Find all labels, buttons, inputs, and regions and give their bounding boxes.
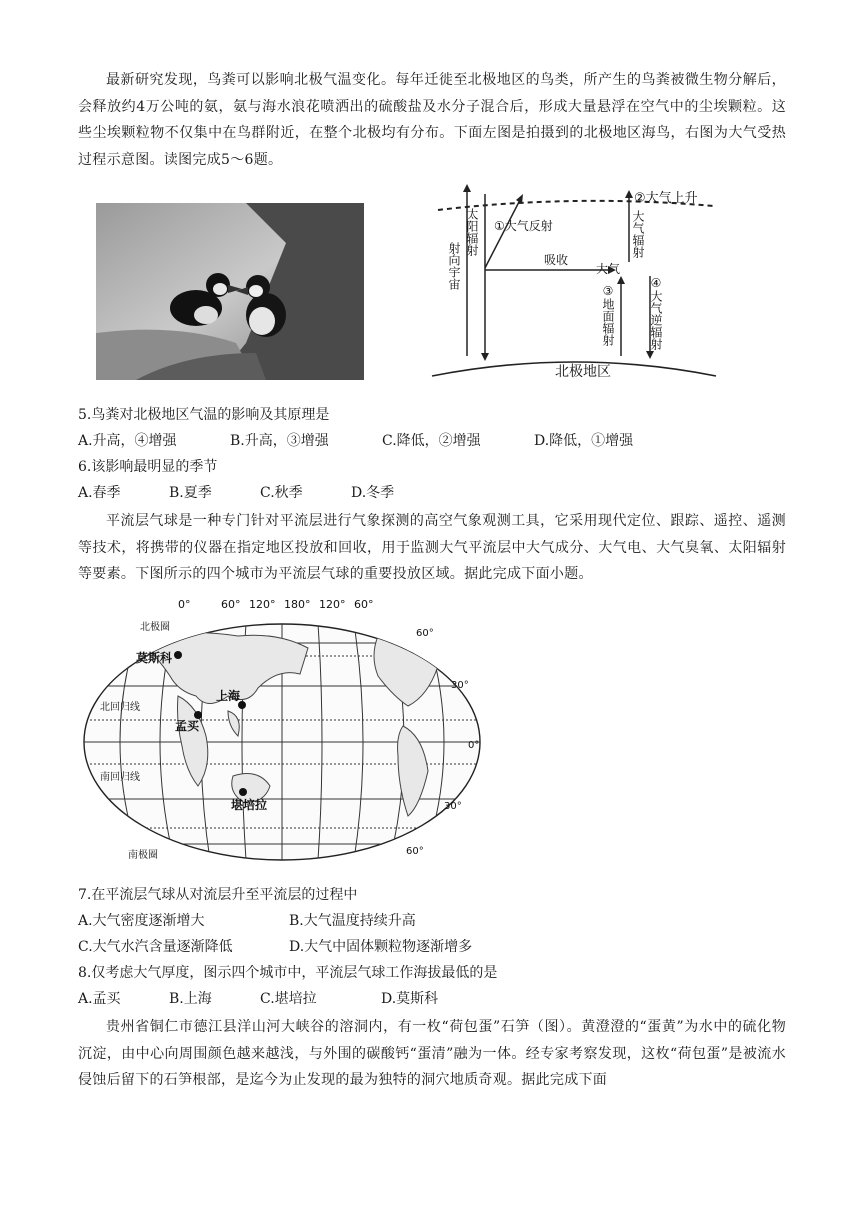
label-atm-rad: 大气辐射	[631, 210, 645, 258]
city-dot-moscow	[174, 651, 182, 659]
city-dot-canberra	[239, 788, 247, 796]
passage-bird-droppings: 最新研究发现，鸟粪可以影响北极气温变化。每年迁徙至北极地区的鸟类，所产生的鸟粪被微生物分解后，会释放约4万公吨的氨，氨与海水浪花喷洒出的硫酸盐及水分子混合后，形成大量悬浮在空气中的尘埃颗粒。这些尘埃颗粒物不仅集中在鸟群附近，在整个北极均有分布。下面左图是拍摄到的北极地区海鸟，右图为大气受热过程示意图。读图完成5～6题。	[78, 72, 786, 168]
label-reflect: ①大气反射	[494, 219, 553, 233]
q7-options-row1	[78, 911, 416, 931]
q5-option-a[interactable]: A.升高，④增强	[78, 433, 177, 449]
q7-option-b[interactable]: B.大气温度持续升高	[289, 913, 416, 929]
q6-option-d[interactable]: D.冬季	[351, 485, 395, 501]
q8-option-b[interactable]: B.上海	[169, 991, 212, 1007]
passage-stratospheric-balloon: 平流层气球是一种专门针对平流层进行气象探测的高空气象观测工具，它采用现代定位、跟踪、遥控、遥测等技术，将携带的仪器在指定地区投放和回收，用于监测大气平流层中大气成分、大气电、大气臭氧、太阳辐射等要素。下图所示的四个城市为平流层气球的重要投放区域。据此完成下面小题。	[78, 513, 786, 582]
q5-options	[78, 431, 633, 451]
lon-label-120w: 120°	[319, 598, 346, 611]
label-ground-rad: ③地面辐射	[601, 284, 615, 346]
label-rising: ②大气上升	[634, 191, 698, 206]
q7-option-a[interactable]: A.大气密度逐渐增大	[78, 913, 205, 929]
label-arctic-region: 北极地区	[555, 364, 611, 380]
lat-label-60n: 60°	[416, 628, 434, 639]
q8-stem: 8.仅考虑大气厚度，图示四个城市中，平流层气球工作海拔最低的是	[78, 965, 498, 981]
lat-label-60s: 60°	[406, 846, 424, 857]
q7-option-d[interactable]: D.大气中固体颗粒物逐渐增多	[289, 939, 473, 955]
label-solar: 太阳辐射	[465, 208, 479, 256]
label-antarctic-circle: 南极圈	[128, 850, 158, 861]
q6-option-c[interactable]: C.秋季	[260, 485, 303, 501]
q8-option-a[interactable]: A.孟买	[78, 991, 121, 1007]
label-tropic-cancer: 北回归线	[100, 702, 140, 713]
q7-options-row2	[78, 937, 472, 957]
lon-label-60e: 60°	[221, 598, 241, 611]
label-space: 射向宇宙	[447, 242, 461, 290]
world-map	[78, 596, 486, 868]
label-absorb: 吸收	[544, 253, 569, 267]
lat-label-30n: 30°	[451, 680, 469, 691]
q7-option-c[interactable]: C.大气水汽含量逐渐降低	[78, 939, 233, 955]
lat-label-30s: 30°	[444, 801, 462, 812]
label-arctic-circle: 北极圈	[140, 622, 170, 633]
label-tropic-capricorn: 南回归线	[100, 772, 140, 783]
lat-label-0: 0°	[468, 740, 480, 751]
passage-karst-stalagmite: 贵州省铜仁市德江县洋山河大峡谷的溶洞内，有一枚“荷包蛋”石笋（图）。黄澄澄的“蛋黄”为水中的硫化物沉淀，由中心向周围颜色越来越浅，与外围的碳酸钙“蛋清”融为一体。经专家考察发现，这枚“荷包蛋”是被流水侵蚀后留下的石笋根部，是迄今为止发现的最为独特的洞穴地质奇观。据此完成下面	[78, 1019, 786, 1088]
lon-label-0: 0°	[178, 598, 191, 611]
q8-option-c[interactable]: C.堪培拉	[260, 991, 317, 1007]
atmosphere-heating-diagram	[424, 180, 724, 380]
q5-option-b[interactable]: B.升高，③增强	[230, 433, 329, 449]
q5-option-d[interactable]: D.降低，①增强	[534, 433, 634, 449]
label-back-rad: ④大气逆辐射	[649, 276, 663, 350]
city-label-shanghai: 上海	[216, 689, 241, 703]
q5-option-c[interactable]: C.降低，②增强	[382, 433, 481, 449]
city-label-mumbai: 孟买	[175, 719, 200, 733]
lon-label-120e: 120°	[249, 598, 276, 611]
seabird-photo	[96, 203, 364, 380]
q6-option-a[interactable]: A.春季	[78, 485, 121, 501]
q6-options	[78, 483, 394, 503]
lon-label-180: 180°	[284, 598, 311, 611]
q8-option-d[interactable]: D.莫斯科	[381, 991, 439, 1007]
label-atm-small: 大气	[596, 262, 621, 276]
q5-stem: 5.鸟粪对北极地区气温的影响及其原理是	[78, 407, 330, 423]
city-label-moscow: 莫斯科	[136, 651, 173, 665]
city-label-canberra: 堪培拉	[231, 798, 268, 812]
q6-stem: 6.该影响最明显的季节	[78, 459, 218, 475]
q7-stem: 7.在平流层气球从对流层升至平流层的过程中	[78, 887, 358, 903]
q6-option-b[interactable]: B.夏季	[169, 485, 212, 501]
city-dot-mumbai	[194, 711, 202, 719]
lon-label-60w: 60°	[354, 598, 374, 611]
q8-options	[78, 989, 438, 1009]
